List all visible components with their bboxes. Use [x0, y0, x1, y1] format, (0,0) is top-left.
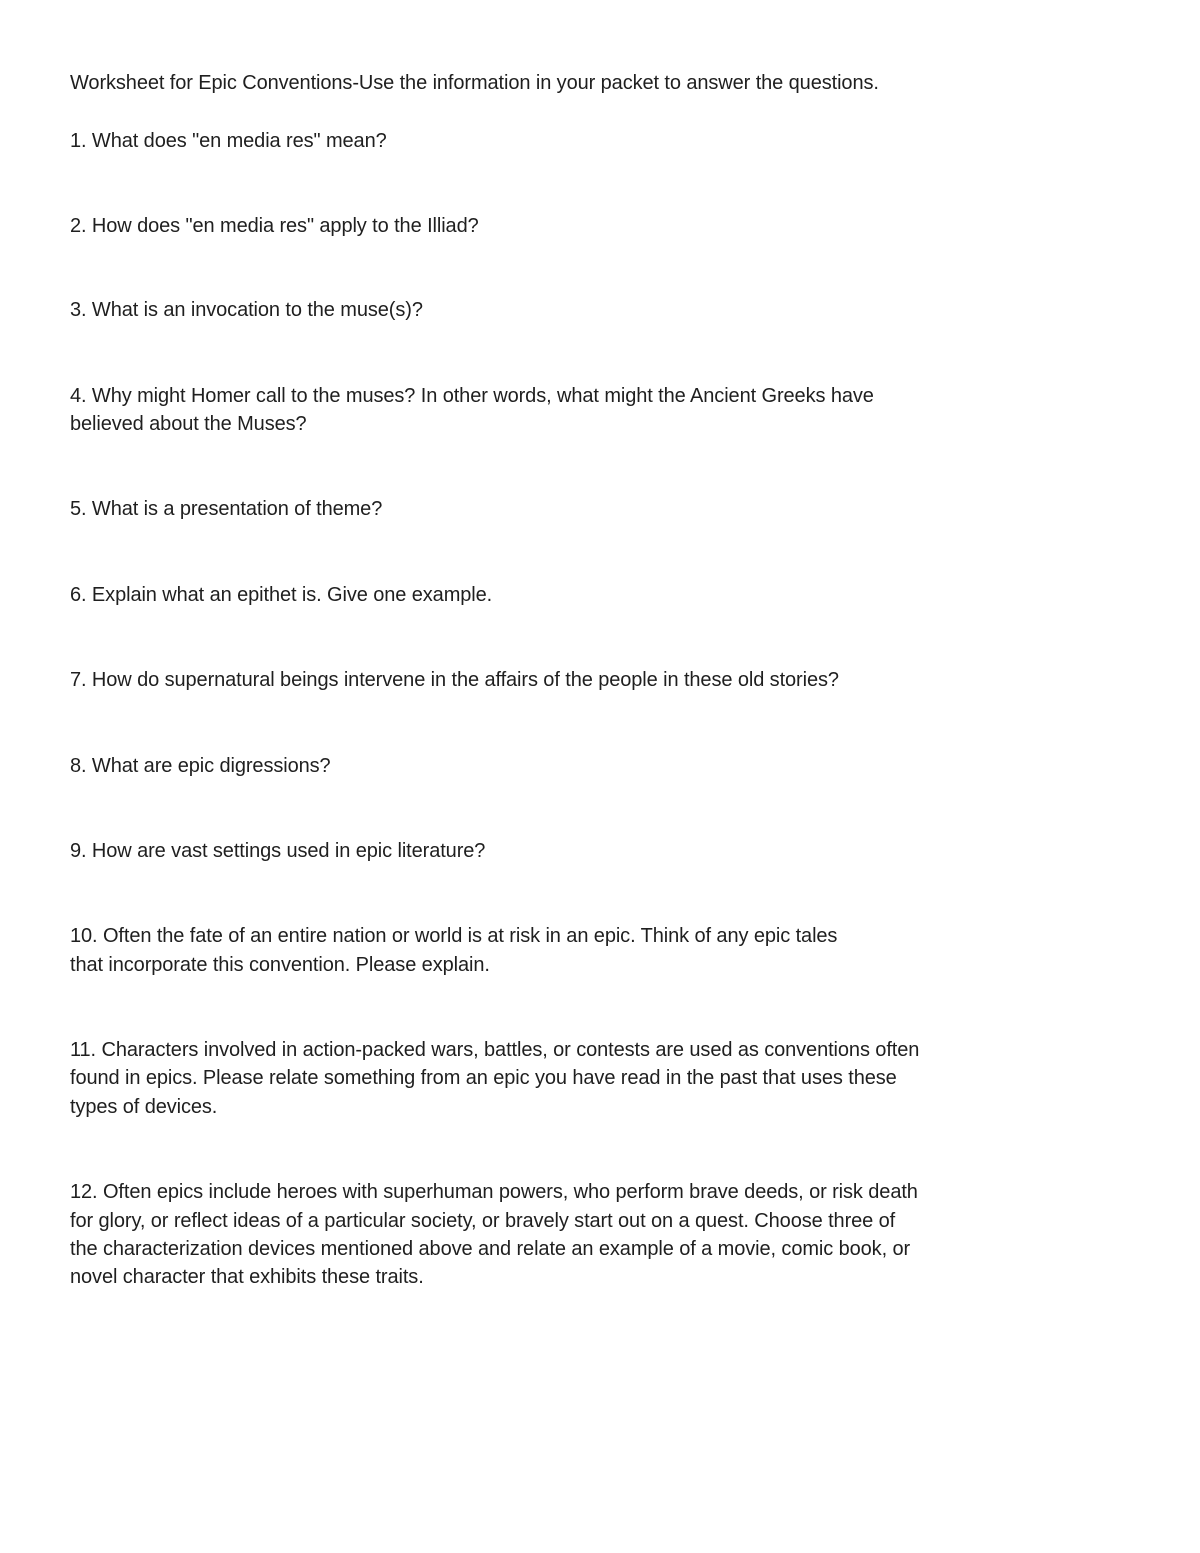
question-6: 6. Explain what an epithet is. Give one example. — [70, 584, 493, 606]
question-10-line-2: that incorporate this convention. Please explain. — [70, 954, 490, 976]
question-4-line-1: 4. Why might Homer call to the muses? In other words, what might the Ancient Greeks have — [70, 385, 874, 407]
question-8: 8. What are epic digressions? — [70, 755, 331, 777]
question-7: 7. How do supernatural beings intervene in the affairs of the people in these old stories? — [70, 669, 839, 691]
question-4-line-2: believed about the Muses? — [70, 413, 307, 435]
question-12-line-2: for glory, or reflect ideas of a particular society, or bravely start out on a quest. Choose three of — [70, 1210, 896, 1232]
question-10-line-1: 10. Often the fate of an entire nation or world is at risk in an epic. Think of any epic tales — [70, 925, 838, 947]
question-1: 1. What does "en media res" mean? — [70, 130, 387, 152]
question-11-line-3: types of devices. — [70, 1096, 218, 1118]
question-12-line-4: novel character that exhibits these traits. — [70, 1266, 424, 1288]
worksheet-heading: Worksheet for Epic Conventions-Use the information in your packet to answer the questions. — [70, 72, 879, 94]
question-3: 3. What is an invocation to the muse(s)? — [70, 299, 423, 321]
question-5: 5. What is a presentation of theme? — [70, 498, 383, 520]
question-11-line-2: found in epics. Please relate something from an epic you have read in the past that uses these — [70, 1067, 897, 1089]
question-12-line-3: the characterization devices mentioned above and relate an example of a movie, comic book, or — [70, 1238, 911, 1260]
question-9: 9. How are vast settings used in epic literature? — [70, 840, 486, 862]
question-11-line-1: 11. Characters involved in action-packed wars, battles, or contests are used as conventions often — [70, 1039, 920, 1061]
question-2: 2. How does "en media res" apply to the Illiad? — [70, 215, 479, 237]
question-12-line-1: 12. Often epics include heroes with superhuman powers, who perform brave deeds, or risk death — [70, 1181, 918, 1203]
